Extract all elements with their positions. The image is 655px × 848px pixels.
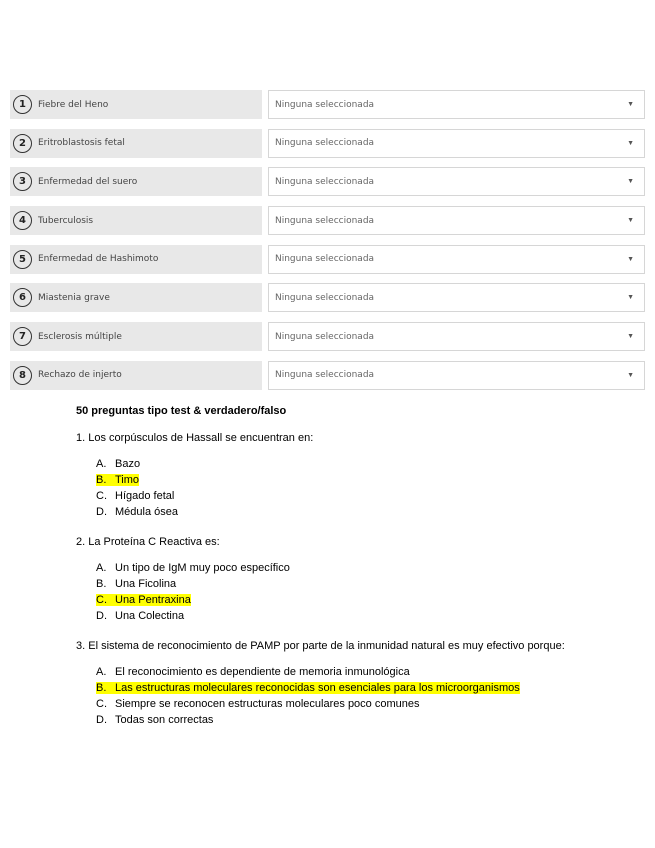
highlighted-answer — [96, 474, 139, 486]
option-text: Una Ficolina — [115, 578, 177, 590]
term-label: Esclerosis múltiple — [38, 331, 122, 342]
caret-down-icon: ▼ — [627, 217, 634, 225]
option-text: Timo — [115, 474, 140, 486]
answer-dropdown[interactable] — [268, 129, 645, 158]
term-cell — [10, 361, 262, 390]
item-number: 7 — [13, 327, 32, 346]
question-2 — [76, 535, 576, 625]
match-row — [10, 129, 645, 158]
option-span — [96, 698, 419, 710]
question-text: 3. El sistema de reconocimiento de PAMP por parte de la inmunidad natural es muy efectivo porque: — [76, 640, 565, 652]
option-c — [96, 489, 576, 505]
option-list — [96, 457, 576, 521]
match-row — [10, 167, 645, 196]
highlighted-answer — [96, 594, 191, 606]
option-b — [96, 473, 576, 489]
option-span — [96, 458, 140, 470]
option-letter: A. — [96, 666, 107, 678]
option-a — [96, 665, 576, 681]
dropdown-value: Ninguna seleccionada — [275, 292, 375, 303]
option-letter: A. — [96, 458, 107, 470]
item-number: 3 — [13, 172, 32, 191]
option-text: Bazo — [115, 458, 141, 470]
caret-down-icon: ▼ — [627, 371, 634, 379]
option-d — [96, 713, 576, 729]
option-span — [96, 666, 410, 678]
answer-dropdown[interactable] — [268, 206, 645, 235]
term-cell — [10, 322, 262, 351]
option-list — [96, 561, 576, 625]
item-number: 1 — [13, 95, 32, 114]
dropdown-value: Ninguna seleccionada — [275, 254, 375, 265]
answer-dropdown[interactable] — [268, 361, 645, 390]
option-span — [96, 562, 290, 574]
item-number: 4 — [13, 211, 32, 230]
dropdown-value: Ninguna seleccionada — [275, 370, 375, 381]
answer-dropdown[interactable] — [268, 283, 645, 312]
item-number: 8 — [13, 366, 32, 385]
caret-down-icon: ▼ — [627, 178, 634, 186]
item-number: 6 — [13, 288, 32, 307]
option-d — [96, 505, 576, 521]
option-letter: B. — [96, 578, 107, 590]
option-letter: A. — [96, 562, 107, 574]
option-text: Médula ósea — [115, 506, 178, 518]
answer-dropdown[interactable] — [268, 322, 645, 351]
term-label: Enfermedad de Hashimoto — [38, 254, 159, 265]
option-span — [96, 506, 178, 518]
option-text: Un tipo de IgM muy poco específico — [115, 562, 290, 574]
term-cell — [10, 167, 262, 196]
term-label: Tuberculosis — [38, 215, 94, 226]
option-text: Todas son correctas — [115, 714, 214, 726]
option-span — [96, 578, 176, 590]
option-c — [96, 697, 576, 713]
option-b — [96, 681, 576, 697]
option-letter: B. — [96, 682, 107, 694]
option-text: Una Pentraxina — [115, 594, 191, 606]
highlighted-answer — [96, 682, 520, 694]
term-cell — [10, 206, 262, 235]
caret-down-icon: ▼ — [627, 294, 634, 302]
term-label: Eritroblastosis fetal — [38, 138, 125, 149]
option-text: Las estructuras moleculares reconocidas son esenciales para los microorganismos — [115, 682, 520, 694]
match-row — [10, 245, 645, 274]
answer-dropdown[interactable] — [268, 90, 645, 119]
dropdown-value: Ninguna seleccionada — [275, 99, 375, 110]
option-text: Una Colectina — [115, 610, 185, 622]
dropdown-value: Ninguna seleccionada — [275, 176, 375, 187]
option-letter: C. — [96, 594, 107, 606]
dropdown-value: Ninguna seleccionada — [275, 215, 375, 226]
caret-down-icon: ▼ — [627, 139, 634, 147]
option-letter: C. — [96, 698, 107, 710]
quiz-section — [76, 404, 576, 743]
dropdown-value: Ninguna seleccionada — [275, 138, 375, 149]
caret-down-icon: ▼ — [627, 333, 634, 341]
option-text: El reconocimiento es dependiente de memoria inmunológica — [115, 666, 410, 678]
option-letter: C. — [96, 490, 107, 502]
matching-list — [10, 90, 645, 400]
option-text: Hígado fetal — [115, 490, 175, 502]
match-row — [10, 206, 645, 235]
section-title: 50 preguntas tipo test & verdadero/falso — [76, 405, 287, 417]
option-span — [96, 610, 184, 622]
option-d — [96, 609, 576, 625]
answer-dropdown[interactable] — [268, 245, 645, 274]
question-3 — [76, 639, 576, 729]
option-letter: D. — [96, 610, 107, 622]
option-c — [96, 593, 576, 609]
option-span — [96, 490, 174, 502]
option-span — [96, 714, 213, 726]
question-1 — [76, 431, 576, 521]
term-cell — [10, 245, 262, 274]
match-row — [10, 361, 645, 390]
term-cell — [10, 283, 262, 312]
match-row — [10, 322, 645, 351]
option-letter: B. — [96, 474, 107, 486]
dropdown-value: Ninguna seleccionada — [275, 331, 375, 342]
term-cell — [10, 129, 262, 158]
answer-dropdown[interactable] — [268, 167, 645, 196]
term-cell — [10, 90, 262, 119]
term-label: Enfermedad del suero — [38, 176, 138, 187]
match-row — [10, 90, 645, 119]
term-label: Miastenia grave — [38, 292, 110, 303]
option-b — [96, 577, 576, 593]
question-text: 2. La Proteína C Reactiva es: — [76, 536, 220, 548]
caret-down-icon: ▼ — [627, 255, 634, 263]
caret-down-icon: ▼ — [627, 101, 634, 108]
item-number: 5 — [13, 250, 32, 269]
item-number: 2 — [13, 134, 32, 153]
option-letter: D. — [96, 714, 107, 726]
option-a — [96, 561, 576, 577]
option-letter: D. — [96, 506, 107, 518]
question-text: 1. Los corpúsculos de Hassall se encuentran en: — [76, 432, 314, 444]
term-label: Rechazo de injerto — [38, 370, 122, 381]
match-row — [10, 283, 645, 312]
option-a — [96, 457, 576, 473]
term-label: Fiebre del Heno — [38, 99, 109, 110]
option-list — [96, 665, 576, 729]
option-text: Siempre se reconocen estructuras moleculares poco comunes — [115, 698, 420, 710]
